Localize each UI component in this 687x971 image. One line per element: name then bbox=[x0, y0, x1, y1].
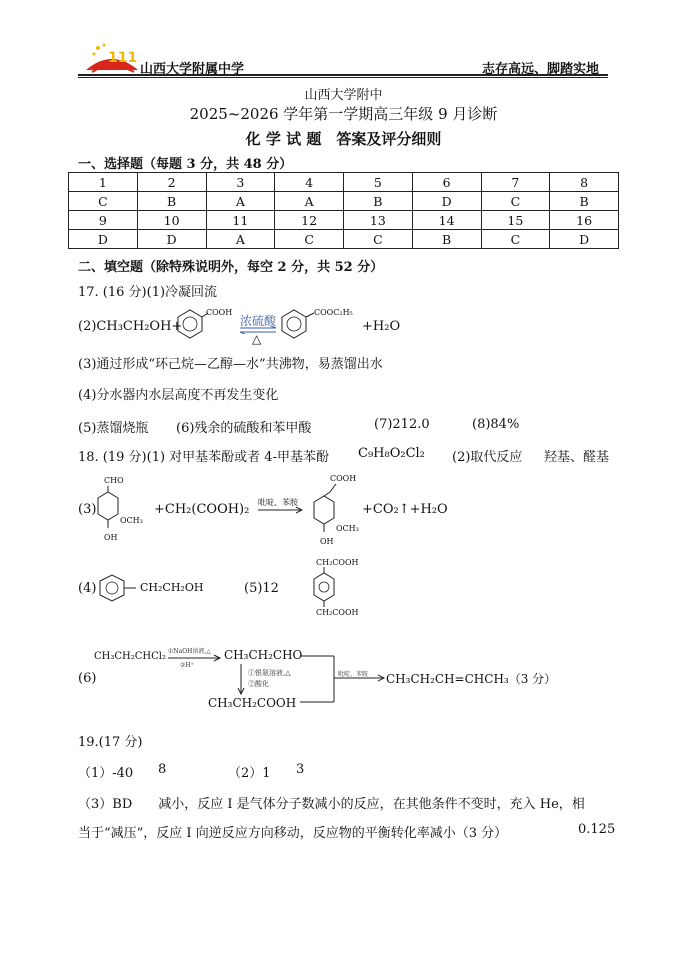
q18-ans4-chain: CH₂CH₂OH bbox=[140, 581, 204, 594]
q17-reagent-label: COOH bbox=[206, 308, 233, 317]
vanillin-structure bbox=[94, 486, 134, 532]
q18-formula: C₉H₈O₂Cl₂ bbox=[358, 446, 425, 461]
logo-text: 111 bbox=[108, 50, 138, 66]
answer-table-cell: 3 bbox=[206, 173, 275, 192]
answer-table-cell: 15 bbox=[481, 211, 550, 230]
q19-ans3-line2: 当于“减压”，反应 I 向逆反应方向移动，反应物的平衡转化率减小（3 分） bbox=[78, 826, 508, 841]
benzene-diacetic-acid-structure bbox=[310, 567, 340, 609]
q17-condition: 浓硫酸 bbox=[240, 314, 277, 328]
q18-cho: CHO bbox=[104, 476, 124, 485]
answer-table-cell: D bbox=[69, 230, 138, 249]
org-title: 山西大学附中 bbox=[304, 88, 383, 103]
school-logo bbox=[84, 40, 140, 76]
subject-title: 化 学 试 题 答案及评分细则 bbox=[245, 130, 442, 148]
answer-table-cell: 14 bbox=[412, 211, 481, 230]
answer-table-cell: 5 bbox=[344, 173, 413, 192]
q18-start-material: CH₃CH₂CHCl₂ bbox=[94, 651, 166, 662]
route-arrow-down bbox=[236, 664, 246, 698]
route-merge-lines bbox=[300, 654, 386, 706]
q18-cond1: ①NaOH溶液,△ bbox=[168, 648, 211, 655]
answer-table-cell: 9 bbox=[69, 211, 138, 230]
section2-heading: 二、填空题（除特殊说明外，每空 2 分，共 52 分） bbox=[78, 260, 384, 275]
q19-ans2a: （2）1 bbox=[228, 766, 271, 781]
school-name: 山西大学附属中学 bbox=[140, 62, 245, 77]
q18-acid: CH₃CH₂COOH bbox=[208, 696, 297, 710]
answer-table-cell: 11 bbox=[206, 211, 275, 230]
answer-table-cell: 1 bbox=[69, 173, 138, 192]
header-rule-thin bbox=[78, 77, 608, 78]
answer-table-row bbox=[69, 211, 619, 230]
answer-table-cell: 10 bbox=[137, 211, 206, 230]
answer-table-cell: 4 bbox=[275, 173, 344, 192]
answer-table-cell: C bbox=[481, 192, 550, 211]
exam-title: 2025~2026 学年第一学期高三年级 9 月诊断 bbox=[189, 105, 498, 123]
q18-cond2: ②H⁺ bbox=[180, 662, 194, 669]
q18-line1: 18. (19 分)(1) 对甲基苯酚或者 4-甲基苯酚 bbox=[78, 450, 329, 465]
answer-table-cell: D bbox=[550, 230, 619, 249]
answer-table-cell: 13 bbox=[344, 211, 413, 230]
q17-ans6: (6)残余的硫酸和苯甲酸 bbox=[176, 421, 312, 436]
phenylethanol-structure bbox=[94, 573, 138, 605]
answer-table-row bbox=[69, 230, 619, 249]
answer-table-cell: C bbox=[344, 230, 413, 249]
answer-table-cell: 8 bbox=[550, 173, 619, 192]
q18-och3: OCH₃ bbox=[120, 516, 143, 525]
header-rule bbox=[78, 74, 608, 76]
q17-line1: 17. (16 分)(1)冷凝回流 bbox=[78, 285, 218, 300]
answer-table-cell: A bbox=[206, 192, 275, 211]
answer-table-cell: A bbox=[206, 230, 275, 249]
q17-delta: △ bbox=[252, 332, 262, 346]
answer-table-cell: 16 bbox=[550, 211, 619, 230]
q17-ans5: (5)蒸馏烧瓶 bbox=[78, 421, 149, 436]
q18-ans4-label: (4) bbox=[78, 581, 97, 596]
q17-ans7: (7)212.0 bbox=[374, 417, 430, 432]
q18-condition: 吡啶、苯胺 bbox=[258, 498, 298, 507]
q18-prod-och3: OCH₃ bbox=[336, 524, 359, 533]
q18-products: +CO₂↑+H₂O bbox=[362, 502, 448, 517]
q17-eq-suffix: +H₂O bbox=[362, 319, 401, 334]
q19-ans1a: （1）-40 bbox=[78, 766, 134, 781]
q18-final-product: CH₃CH₂CH=CHCH₃（3 分） bbox=[386, 672, 557, 686]
answer-table-cell: B bbox=[412, 230, 481, 249]
answer-table bbox=[68, 172, 619, 249]
q18-functional-groups: 羟基、醛基 bbox=[544, 450, 610, 465]
q18-ans5-top: CH₂COOH bbox=[316, 558, 359, 567]
q17-eq-prefix: (2)CH₃CH₂OH+ bbox=[78, 319, 183, 334]
answer-table-cell: D bbox=[412, 192, 481, 211]
q18-eq-label: (3) bbox=[78, 502, 97, 517]
answer-table-cell: 7 bbox=[481, 173, 550, 192]
q18-ans5-bot: CH₂COOH bbox=[316, 608, 359, 617]
answer-table-cell: C bbox=[69, 192, 138, 211]
q17-line3: (3)通过形成“环己烷—乙醇—水”共沸物，易蒸馏出水 bbox=[78, 357, 383, 372]
school-motto: 志存高远、脚踏实地 bbox=[482, 62, 600, 77]
q18-prod-oh: OH bbox=[320, 537, 334, 546]
q17-line4: (4)分水器内水层高度不再发生变化 bbox=[78, 388, 279, 403]
q19-ans2b: 3 bbox=[296, 762, 305, 777]
answer-table-cell: C bbox=[481, 230, 550, 249]
answer-table-cell: 6 bbox=[412, 173, 481, 192]
answer-table-row bbox=[69, 192, 619, 211]
q18-ans5: (5)12 bbox=[244, 581, 279, 596]
q18-reagent: +CH₂(COOH)₂ bbox=[154, 502, 250, 517]
q18-prod-cooh: COOH bbox=[330, 474, 357, 483]
q17-ans8: (8)84% bbox=[472, 417, 520, 432]
q18-cond3: ①银氨溶液,△ bbox=[248, 669, 291, 677]
answer-table-cell: B bbox=[550, 192, 619, 211]
q18-cond4: ②酸化 bbox=[248, 680, 269, 688]
q18-aldehyde: CH₃CH₂CHO bbox=[224, 648, 303, 662]
q19-ans1b: 8 bbox=[158, 762, 167, 777]
q17-product-label: COOC₂H₅ bbox=[314, 308, 353, 317]
answer-table-cell: C bbox=[275, 230, 344, 249]
q18-oh: OH bbox=[104, 533, 118, 542]
q19-ans3-line1: （3）BD 减小，反应 I 是气体分子数减小的反应，在其他条件不变时，充入 He，相 bbox=[78, 797, 585, 812]
q18-cond5: 吡啶、苯胺 bbox=[338, 671, 369, 678]
q19-ans3-value: 0.125 bbox=[578, 822, 616, 837]
q19-title: 19.(17 分) bbox=[78, 735, 143, 750]
reaction-arrow bbox=[256, 506, 306, 514]
answer-table-cell: B bbox=[137, 192, 206, 211]
answer-table-cell: 12 bbox=[275, 211, 344, 230]
q18-ans6-label: (6) bbox=[78, 671, 97, 686]
answer-table-row bbox=[69, 173, 619, 192]
answer-table-cell: 2 bbox=[137, 173, 206, 192]
section1-heading: 一、选择题（每题 3 分，共 48 分） bbox=[78, 157, 293, 172]
answer-table-cell: B bbox=[344, 192, 413, 211]
answer-table-cell: D bbox=[137, 230, 206, 249]
q18-reaction-type: (2)取代反应 bbox=[452, 450, 523, 465]
route-arrow-1 bbox=[166, 654, 224, 662]
answer-table-cell: A bbox=[275, 192, 344, 211]
